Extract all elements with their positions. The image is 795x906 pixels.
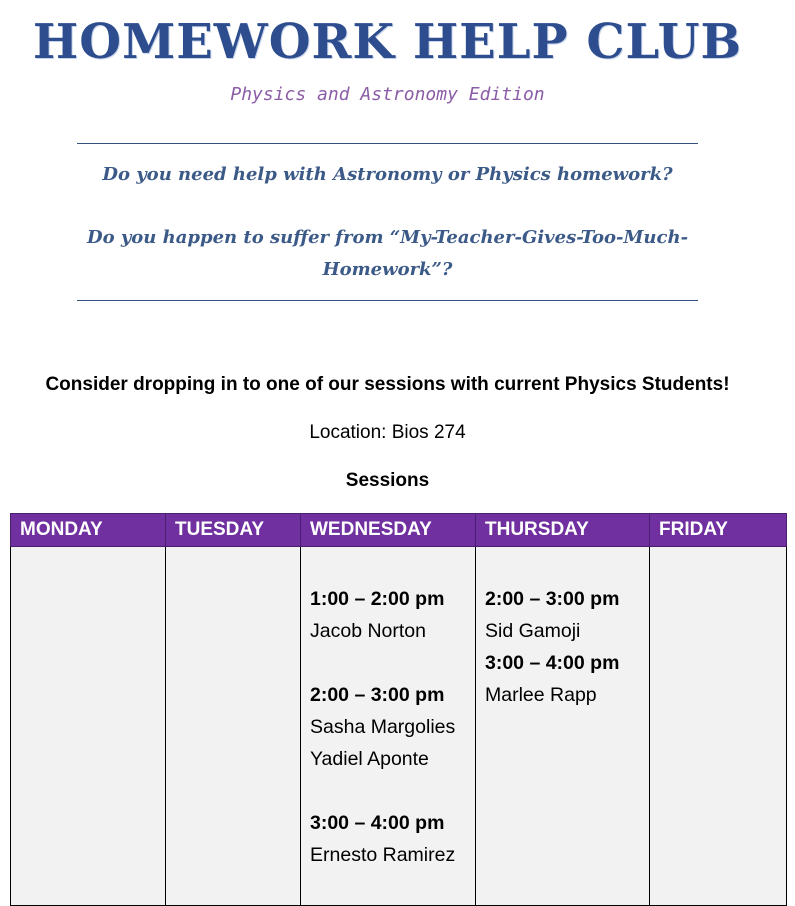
student-name: Sasha Margolies [310, 716, 456, 738]
student-name: Marlee Rapp [485, 684, 597, 706]
student-name: Yadiel Aponte [310, 748, 429, 770]
top-divider [77, 143, 698, 144]
sessions-table [10, 513, 787, 906]
slot-time: 1:00 – 2:00 pm [310, 588, 445, 610]
header-thursday: THURSDAY [476, 514, 650, 547]
sessions-heading: Sessions [345, 470, 430, 491]
question-homework-help: Do you need help with Astronomy or Physics homework? [102, 164, 673, 185]
student-name: Sid Gamoji [485, 620, 581, 642]
cell-tuesday [166, 547, 301, 906]
header-monday: MONDAY [11, 514, 166, 547]
slot-time: 2:00 – 3:00 pm [485, 588, 620, 610]
bottom-divider [77, 300, 698, 301]
cell-friday [650, 547, 787, 906]
header-friday: FRIDAY [650, 514, 787, 547]
question-too-much-homework: Do you happen to suffer from “My-Teacher-Gives-Too-Much-Homework”? [86, 227, 689, 280]
location-text: Location: Bios 274 [309, 422, 466, 443]
slot-time: 3:00 – 4:00 pm [485, 652, 620, 674]
cell-monday [11, 547, 166, 906]
student-name: Ernesto Ramirez [310, 844, 456, 866]
header-wednesday: WEDNESDAY [301, 514, 476, 547]
table-row [11, 547, 787, 906]
cell-thursday [476, 547, 650, 906]
header-tuesday: TUESDAY [166, 514, 301, 547]
flyer-title: HOMEWORK HELP CLUB [32, 14, 743, 70]
student-name: Jacob Norton [310, 620, 426, 642]
flyer-subtitle: Physics and Astronomy Edition [230, 84, 545, 105]
slot-time: 2:00 – 3:00 pm [310, 684, 445, 706]
cell-wednesday [301, 547, 476, 906]
table-header-row [11, 514, 787, 547]
slot-time: 3:00 – 4:00 pm [310, 812, 445, 834]
call-to-action: Consider dropping in to one of our sessions with current Physics Students! [45, 374, 730, 395]
